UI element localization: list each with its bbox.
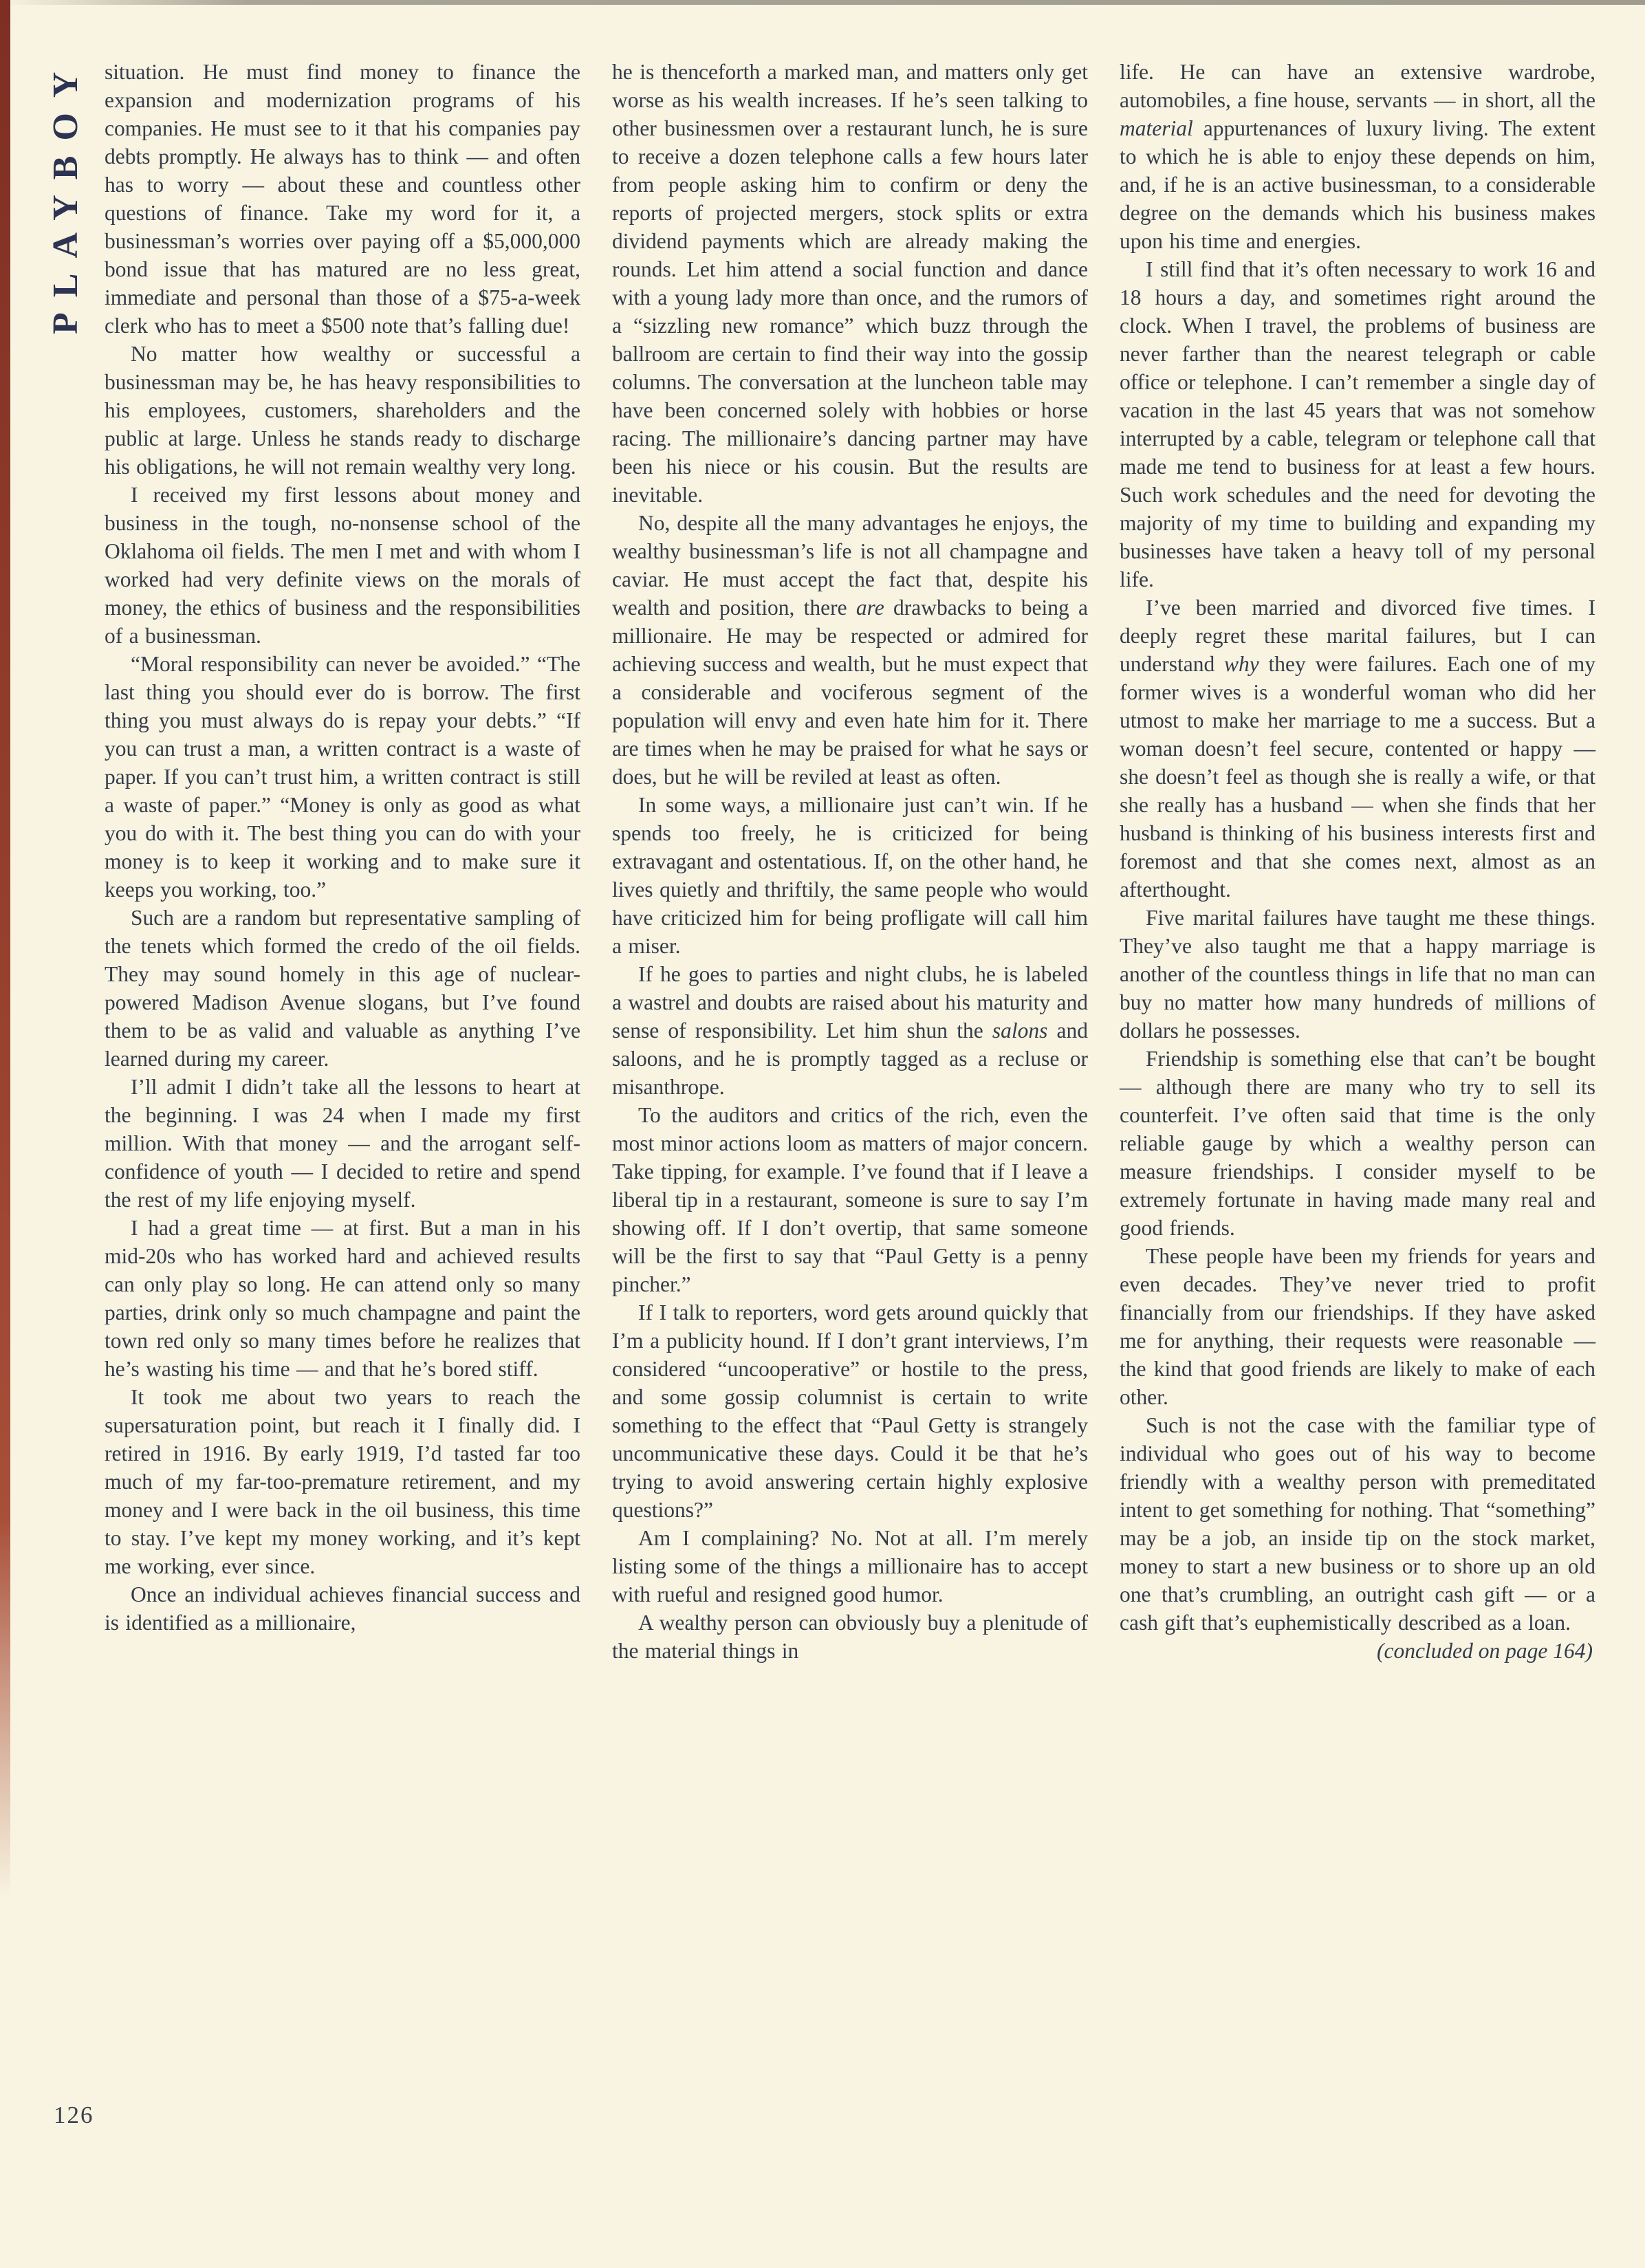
paragraph — [105, 1214, 580, 1383]
column-2 — [612, 58, 1088, 1665]
paragraph — [612, 1101, 1088, 1298]
paragraph — [1120, 255, 1595, 593]
text-run: Such is not the case with the familiar type of individual who goes out of his way to become friendly with a wealthy person with premeditated intent to get something for nothing. That “something” may be a job, an inside tip on the stock market, money to start a new business or to shore up an old one that’s crumbling, an outright cash gift — or a cash gift that’s euphemistically described as a loan. — [1120, 1413, 1595, 1635]
paragraph — [612, 58, 1088, 509]
paragraph — [105, 650, 580, 904]
article-body — [105, 58, 1595, 1665]
paragraph — [1120, 904, 1595, 1045]
paragraph — [105, 1073, 580, 1214]
column-1-text — [105, 58, 580, 1637]
column-3-text — [1120, 58, 1595, 1637]
text-run: I had a great time — at first. But a man in his mid-20s who has worked hard and achieved results can only play so long. He can attend only so many parties, drink only so much champagne and paint the town red only so many times before he realizes that he’s wasting his time — and that he’s bored stiff. — [105, 1216, 580, 1381]
magazine-logo: PLAYBOY — [46, 56, 85, 334]
text-run: they were failures. Each one of my former wives is a wonderful woman who did her utmost to make her marriage to me a success. But a woman doesn’t feel secure, contented or happy — she doesn’t feel as though she is really a wife, or that she really has a husband — when she finds that her husband is thinking of his business interests first and foremost and that she comes next, almost as an afterthought. — [1120, 652, 1595, 902]
paragraph — [612, 960, 1088, 1101]
column-1 — [105, 58, 580, 1665]
text-run: Once an individual achieves financial success and is identified as a millionaire, — [105, 1582, 580, 1635]
text-run: life. He can have an extensive wardrobe, automobiles, a fine house, servants — in short, all the — [1120, 60, 1595, 112]
text-run: situation. He must find money to finance the expansion and modernization programs of his companies. He must see to it that his companies pay debts promptly. He always has to think — and often has to worry — about these and countless other questions of finance. Take my word for it, a businessman’s worries over paying off a $5,000,000 bond issue that has matured are no less great, immediate and personal than those of a $75-a-week clerk who has to meet a $500 note that’s falling due! — [105, 60, 580, 338]
paragraph — [612, 1298, 1088, 1524]
text-run: It took me about two years to reach the supersaturation point, but reach it I finally did. I retired in 1916. By early 1919, I’d tasted far too much of my far-too-premature retirement, and my money and I were back in the oil business, this time to stay. I’ve kept my money working, and it’s kept me working, ever since. — [105, 1385, 580, 1578]
italic-run: are — [856, 596, 884, 620]
paragraph — [105, 1383, 580, 1580]
text-run: I’ll admit I didn’t take all the lessons to heart at the beginning. I was 24 when I made my first million. With that money — and the arrogant self-confidence of youth — I decided to retire and spend the rest of my life enjoying myself. — [105, 1075, 580, 1212]
text-run: No matter how wealthy or successful a businessman may be, he has heavy responsibilities to his employees, customers, shareholders and the public at large. Unless he stands ready to discharge his obligations, he will not remain wealthy very long. — [105, 342, 580, 479]
text-run: A wealthy person can obviously buy a plenitude of the material things in — [612, 1611, 1088, 1663]
text-run: I still find that it’s often necessary to work 16 and 18 hours a day, and sometimes right around the clock. When I travel, the problems of business are never farther than the nearest telegraph or cable office or telephone. I can’t remember a single day of vacation in the last 45 years that was not somehow interrupted by a cable, telegram or telephone call that made me tend to business for at least a few hours. Such work schedules and the need for devoting the majority of my time to building and expanding my businesses have taken a heavy toll of my personal life. — [1120, 257, 1595, 591]
italic-run: why — [1224, 652, 1259, 676]
paragraph — [1120, 593, 1595, 904]
italic-run: salons — [992, 1018, 1048, 1043]
text-run: If I talk to reporters, word gets around quickly that I’m a publicity hound. If I don’t grant interviews, I’m considered “uncooperative” or hostile to the press, and some gossip columnist is certain to write something to the effect that “Paul Getty is strangely uncommunicative these days. Could it be that he’s trying to avoid answering certain highly explosive questions?” — [612, 1300, 1088, 1522]
text-run: If he goes to parties and night clubs, he is labeled a wastrel and doubts are raised about his maturity and sense of responsibility. Let him shun the — [612, 962, 1088, 1043]
paragraph — [1120, 1411, 1595, 1637]
paragraph — [612, 791, 1088, 960]
text-run: These people have been my friends for years and even decades. They’ve never tried to profit financially from our friendships. If they have asked me for anything, their requests were reasonable — the kind that good friends are likely to make of each other. — [1120, 1244, 1595, 1409]
page-number: 126 — [54, 2102, 94, 2128]
text-run: appurtenances of luxury living. The extent to which he is able to enjoy these depends on him, and, if he is an active businessman, to a considerable degree on the demands which his business makes upon his time and energies. — [1120, 116, 1595, 253]
text-run: Five marital failures have taught me these things. They’ve also taught me that a happy marriage is another of the countless things in life that no man can buy no matter how many hundreds of millions of dollars he possesses. — [1120, 906, 1595, 1043]
paragraph — [612, 1609, 1088, 1665]
paragraph — [1120, 1045, 1595, 1242]
text-run: Am I complaining? No. Not at all. I’m merely listing some of the things a millionaire has to accept with rueful and resigned good humor. — [612, 1526, 1088, 1606]
text-run: Such are a random but representative sampling of the tenets which formed the credo of the oil fields. They may sound homely in this age of nuclear-powered Madison Avenue slogans, but I’ve found them to be as valid and valuable as anything I’ve learned during my career. — [105, 906, 580, 1071]
text-run: and saloons, and he is promptly tagged as a recluse or misanthrope. — [612, 1018, 1089, 1099]
paragraph — [1120, 58, 1595, 255]
column-3 — [1120, 58, 1595, 1665]
text-run: I’ve been married and divorced five times. I deeply regret these marital failures, but I can understand — [1120, 596, 1595, 676]
text-run: drawbacks to being a millionaire. He may be respected or admired for achieving success and wealth, but he must expect that a considerable and vociferous segment of the population will envy and even hate him for it. There are times when he may be praised for what he says or does, but he will be reviled at least as often. — [612, 596, 1088, 789]
paragraph — [612, 509, 1088, 791]
text-run: No, despite all the many advantages he enjoys, the wealthy businessman’s life is not all champagne and caviar. He must accept the fact that, despite his wealth and position, there — [612, 511, 1088, 620]
continuation-note: (concluded on page 164) — [1376, 1639, 1593, 1663]
text-run: Friendship is something else that can’t be bought — although there are many who try to sell its counterfeit. I’ve often said that time is the only reliable gauge by which a wealthy person can measure friendships. I consider myself to be extremely fortunate in having made many real and good friends. — [1120, 1047, 1595, 1240]
italic-run: material — [1120, 116, 1193, 140]
paragraph — [1120, 1242, 1595, 1411]
paragraph — [105, 58, 580, 340]
paragraph — [105, 481, 580, 650]
paragraph — [105, 340, 580, 481]
paragraph — [105, 904, 580, 1073]
text-run: In some ways, a millionaire just can’t win. If he spends too freely, he is criticized for being extravagant and ostentatious. If, on the other hand, he lives quietly and thriftily, the same people who would have criticized him for being profligate will call him a miser. — [612, 793, 1088, 958]
text-run: he is thenceforth a marked man, and matters only get worse as his wealth increases. If he’s seen talking to other businessmen over a restaurant lunch, he is sure to receive a dozen telephone calls a few hours later from people asking him to confirm or deny the reports of projected mergers, stock splits or extra dividend payments which are already making the rounds. Let him attend a social function and dance with a young lady more than once, and the rumors of a “sizzling new romance” which buzz through the ballroom are certain to find their way into the gossip columns. The conversation at the luncheon table may have been concerned solely with hobbies or horse racing. The millionaire’s dancing partner may have been his niece or his cousin. But the results are inevitable. — [612, 60, 1088, 507]
text-run: “Moral responsibility can never be avoided.” “The last thing you should ever do is borrow. The first thing you must always do is repay your debts.” “If you can trust a man, a written contract is a waste of paper. If you can’t trust him, a written contract is still a waste of paper.” “Money is only as good as what you do with it. The best thing you can do with your money is to keep it working and to make sure it keeps you working, too.” — [105, 652, 580, 902]
text-run: To the auditors and critics of the rich, even the most minor actions loom as matters of major concern. Take tipping, for example. I’ve found that if I leave a liberal tip in a restaurant, someone is sure to say I’m showing off. If I don’t overtip, that same someone will be the first to say that “Paul Getty is a penny pincher.” — [612, 1103, 1088, 1296]
paragraph — [105, 1580, 580, 1637]
scan-top-edge — [0, 0, 1645, 5]
text-run: I received my first lessons about money and business in the tough, no-nonsense school of the Oklahoma oil fields. The men I met and with whom I worked had very definite views on the morals of money, the ethics of business and the responsibilities of a businessman. — [105, 483, 580, 648]
column-2-text — [612, 58, 1088, 1665]
paragraph — [612, 1524, 1088, 1609]
scan-edge-strip — [0, 0, 10, 1898]
